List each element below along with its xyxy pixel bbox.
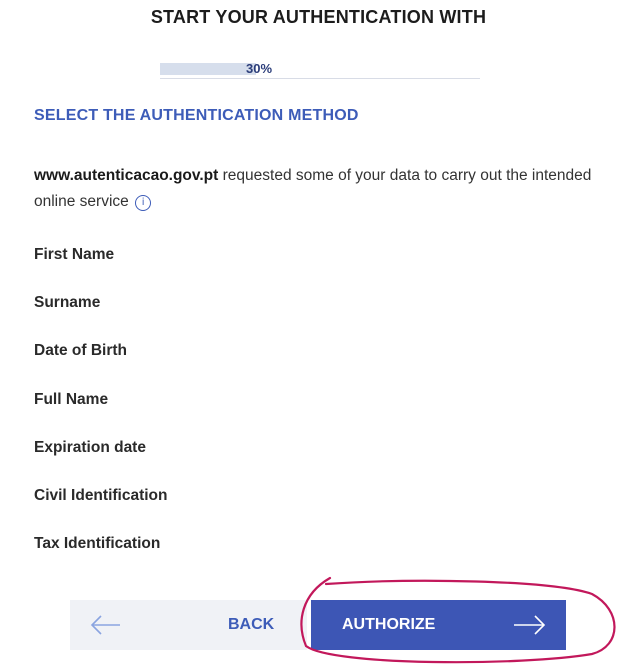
attribute-civil-identification: Civil Identification (34, 486, 168, 504)
requesting-domain: www.autenticacao.gov.pt (34, 167, 219, 184)
page-title: START YOUR AUTHENTICATION WITH (150, 7, 487, 27)
authorize-button-label: AUTHORIZE (342, 616, 436, 633)
info-icon[interactable]: i (135, 195, 151, 211)
authorize-button[interactable] (311, 600, 566, 650)
arrow-left-icon (90, 614, 122, 636)
attribute-expiration-date: Expiration date (34, 438, 146, 456)
request-text: requested some of your data to carry out the intended online service (34, 167, 592, 210)
request-description (34, 163, 594, 215)
attribute-tax-identification: Tax Identification (34, 535, 161, 553)
attribute-first-name: First Name (34, 246, 115, 263)
requested-attributes-list (34, 246, 167, 583)
arrow-right-icon (512, 614, 546, 636)
back-button[interactable] (70, 600, 307, 650)
attribute-surname: Surname (34, 294, 101, 312)
back-button-label: BACK (228, 616, 275, 633)
attribute-date-of-birth: Date of Birth (34, 342, 127, 360)
progress-label: 30% (246, 61, 273, 76)
attribute-full-name: Full Name (34, 390, 109, 408)
section-title: SELECT THE AUTHENTICATION METHOD (34, 107, 359, 124)
progress-fill (160, 63, 256, 75)
progress-bar (160, 61, 480, 79)
